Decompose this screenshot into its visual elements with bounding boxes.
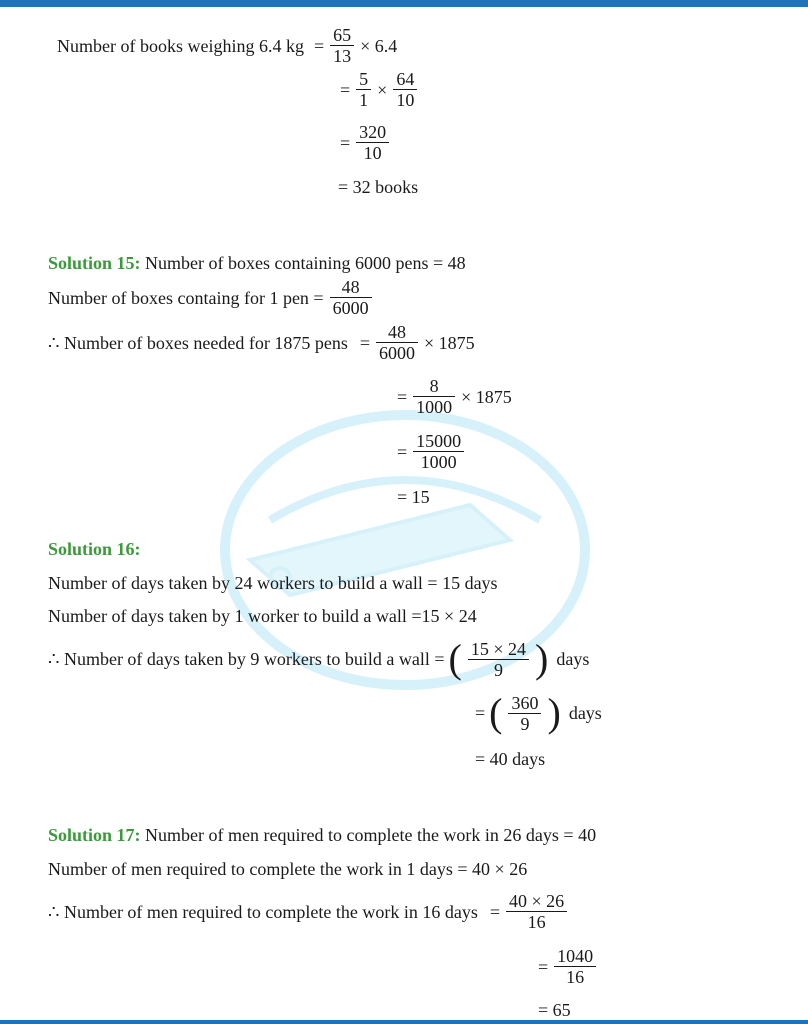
equals-sign: = [538,956,549,977]
fraction [330,277,372,318]
books-equation [57,25,397,66]
solution-16-result: = 40 days [475,749,546,769]
books-result: = 32 books [338,177,419,197]
equals-sign: = [313,35,325,56]
numerator: 64 [393,69,417,90]
solution-16-line-1: Number of days taken by 24 workers to build a wall = 15 days [48,573,498,593]
solution-17-result: = 65 [538,1000,571,1020]
denominator: 1000 [416,397,453,417]
fraction [413,431,464,472]
numerator: 5 [356,69,371,90]
numerator: 48 [330,277,372,298]
denominator: 10 [363,143,382,163]
solution-17-text: Number of men required to complete the work in 26 days = 40 [145,825,597,845]
solution-16-line-2: Number of days taken by 1 worker to build a wall =15 × 24 [48,606,477,626]
denominator: 1 [359,90,369,110]
denominator: 6000 [379,343,416,363]
solution-16-step-4 [475,691,602,735]
line-label: ∴ Number of boxes needed for 1875 pens [48,332,348,353]
fraction [468,639,529,680]
books-step-3 [340,122,391,163]
line-label: Number of boxes containg for 1 pen = [48,287,324,308]
solution-16-label: Solution 16: [48,539,141,559]
equals-sign: = [397,441,408,462]
numerator: 65 [330,25,354,46]
solution-17-step-4 [538,946,598,987]
denominator: 9 [520,713,530,734]
numerator: 360 [508,693,541,714]
solution-15-result: = 15 [397,487,430,507]
numerator: 320 [356,122,389,143]
numerator: 15 × 24 [468,639,529,660]
solution-15-line-2 [48,277,374,318]
equals-sign: = [359,332,371,353]
times-sign: × [377,79,388,100]
equals-sign: = [489,901,500,922]
multiplier: × 1875 [424,332,475,353]
equals-sign: = [340,132,351,153]
top-accent-bar [0,0,808,7]
denominator: 6000 [332,298,369,318]
fraction [508,693,541,734]
solution-17-line-1 [48,824,596,846]
line-label: ∴ Number of men required to complete the work in 16 days [48,901,478,922]
solution-17-line-2: Number of men required to complete the work in 1 days = 40 × 26 [48,859,528,879]
fraction [506,891,567,932]
solution-16-line-3 [48,637,589,681]
line-label: ∴ Number of days taken by 9 workers to build a wall = [48,649,445,669]
denominator: 16 [527,912,546,932]
unit-days: days [568,703,602,723]
equals-sign: = [340,79,351,100]
books-label: Number of books weighing 6.4 kg [57,35,304,56]
fraction [356,69,371,110]
right-paren: ) [547,690,561,735]
solution-15-step-5 [397,431,466,472]
denominator: 13 [333,46,352,66]
left-paren: ( [448,636,462,681]
multiplier: × 6.4 [360,35,398,56]
fraction [554,946,596,987]
multiplier: × 1875 [461,386,512,407]
denominator: 10 [396,90,415,110]
equals-sign: = [397,386,408,407]
fraction [393,69,417,110]
fraction [413,376,455,417]
numerator: 8 [413,376,455,397]
solution-15-text: Number of boxes containing 6000 pens = 48 [145,253,466,273]
right-paren: ) [535,636,549,681]
fraction [356,122,389,163]
fraction [330,25,354,66]
numerator: 15000 [413,431,464,452]
solution-17-line-3 [48,891,569,932]
solution-15-line-1 [48,252,466,274]
denominator: 16 [566,967,585,987]
numerator: 40 × 26 [506,891,567,912]
solution-15-line-3 [48,322,475,363]
numerator: 1040 [554,946,596,967]
solution-15-step-4 [397,376,512,417]
denominator: 9 [493,659,503,680]
solution-15-label: Solution 15: [48,253,141,273]
solution-17-label: Solution 17: [48,825,141,845]
denominator: 1000 [420,452,457,472]
numerator: 48 [376,322,418,343]
equals-sign: = [475,703,486,723]
books-step-2 [340,69,419,110]
fraction [376,322,418,363]
left-paren: ( [489,690,503,735]
unit-days: days [556,649,590,669]
bottom-accent-bar [0,1020,808,1024]
